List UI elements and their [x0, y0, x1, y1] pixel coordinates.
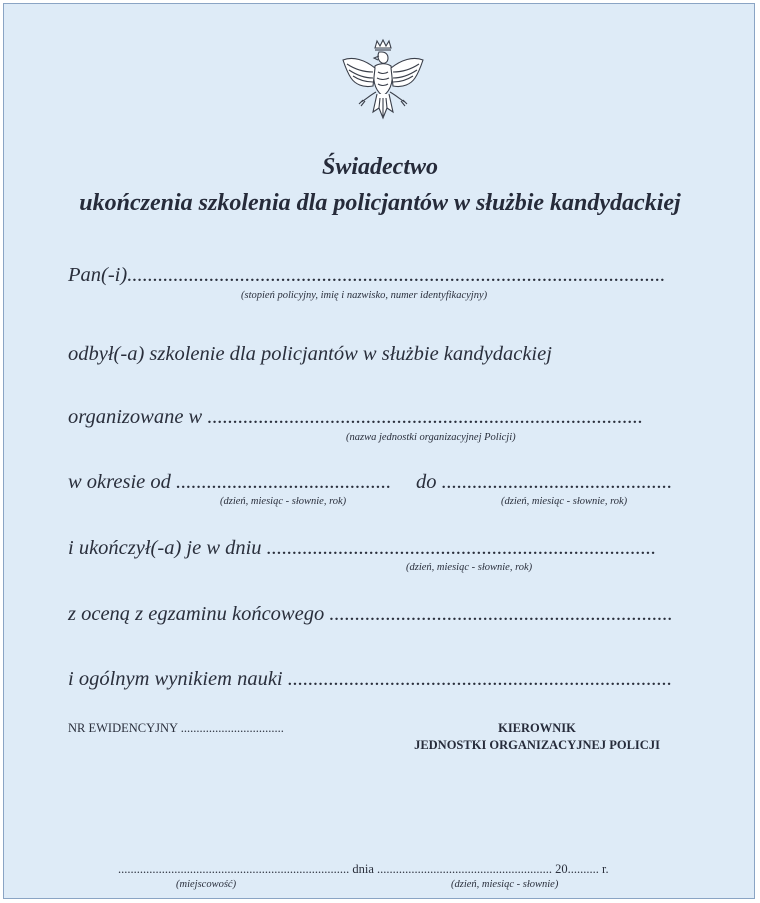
hint-okres-do: (dzień, miesiąc - słownie, rok) [501, 496, 628, 507]
hint-organizowane: (nazwa jednostki organizacyjnej Policji) [346, 432, 516, 443]
field-okres-od: w okresie od .......................................... [68, 471, 392, 493]
document-subtitle: ukończenia szkolenia dla policjantów w służbie kandydackiej [79, 190, 681, 216]
kierownik-unit: JEDNOSTKI ORGANIZACYJNEJ POLICJI [414, 738, 660, 752]
hint-okres-od: (dzień, miesiąc - słownie, rok) [220, 496, 347, 507]
field-wynik: i ogólnym wynikiem nauki ........................................................................... [68, 668, 673, 690]
field-ukonczyl: i ukończył(-a) je w dniu ............................................................................ [68, 537, 657, 559]
kierownik-title: KIEROWNIK [498, 721, 576, 735]
polish-eagle-emblem-icon [339, 38, 427, 134]
hint-pan: (stopień policyjny, imię i nazwisko, numer identyfikacyjny) [241, 290, 488, 301]
field-organizowane: organizowane w ..................................................................................... [68, 406, 643, 428]
hint-place: (miejscowość) [176, 879, 237, 890]
field-odbyl: odbył(-a) szkolenie dla policjantów w służbie kandydackiej [68, 343, 552, 365]
hint-ukonczyl: (dzień, miesiąc - słownie, rok) [406, 562, 533, 573]
hint-date: (dzień, miesiąc - słownie) [451, 879, 559, 890]
nr-ewidencyjny: NR EWIDENCYJNY ................................. [68, 721, 284, 735]
field-pan: Pan(-i)......................................................................................................... [68, 264, 666, 286]
field-okres-do: do ............................................. [416, 471, 673, 493]
document-title: Świadectwo [321, 154, 438, 180]
field-ocena: z oceną z egzaminu końcowego ................................................................... [68, 603, 673, 625]
place-date-line: .......................................................................... dnia ........................................................ 20.......... r. [118, 862, 609, 876]
certificate-sheet [3, 3, 755, 899]
